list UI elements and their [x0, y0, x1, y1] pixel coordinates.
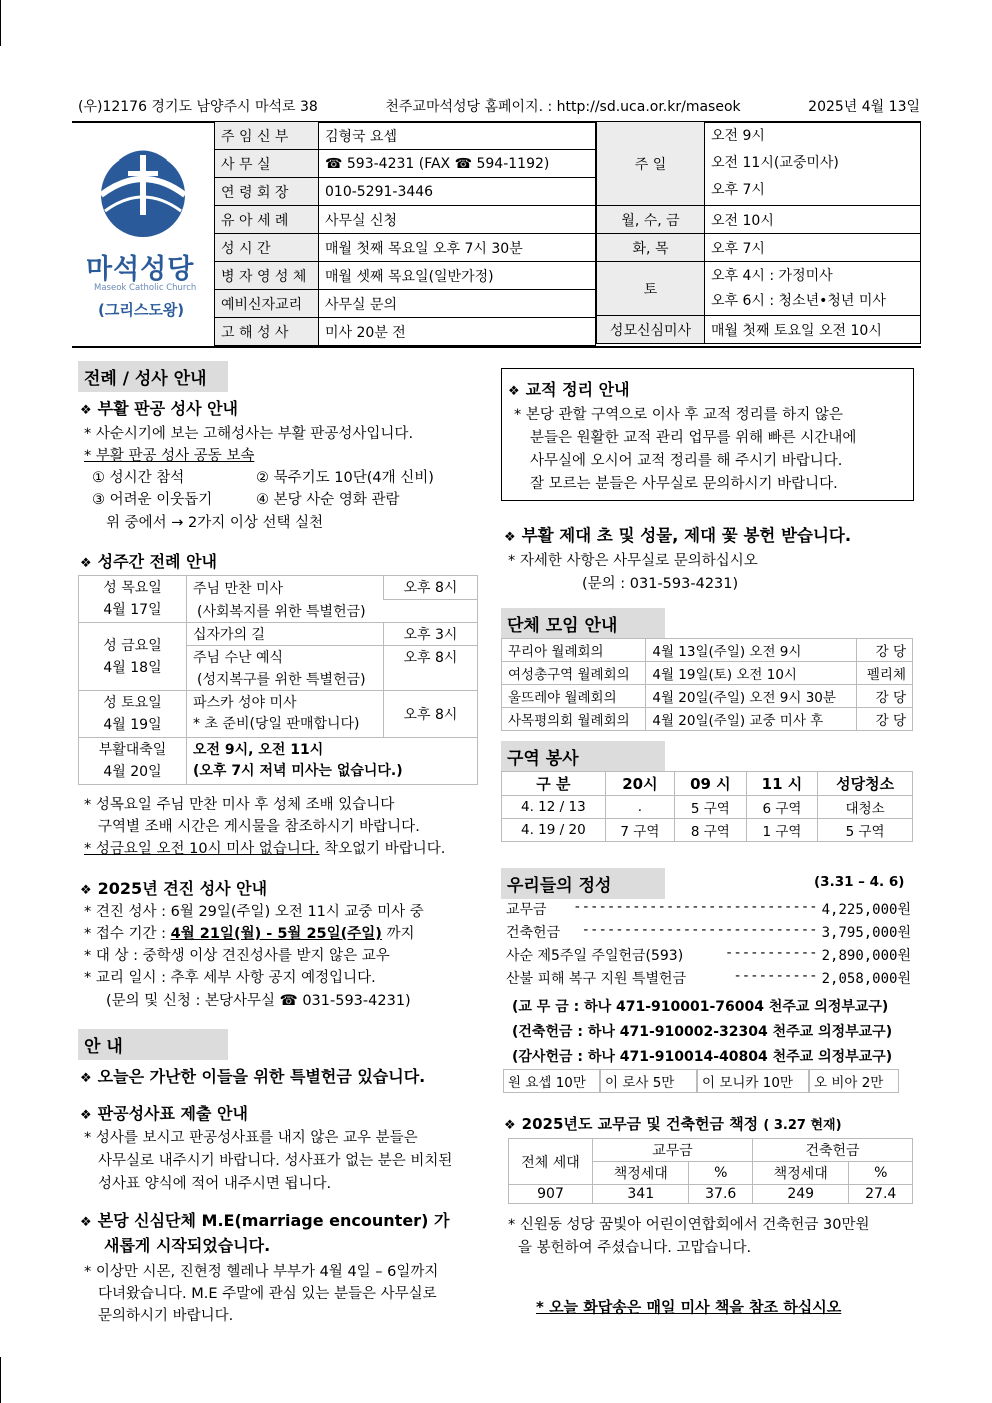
offering-period: (3.31 – 4. 6)	[814, 874, 905, 890]
info-label: 주 임 신 부	[215, 122, 319, 150]
district-cell: 7 구역	[605, 819, 674, 842]
offering-amount: 4,225,000원	[821, 902, 911, 918]
confirm-line-2c: 까지	[381, 926, 415, 942]
hw-event-3	[187, 691, 384, 738]
logo-sub: (그리스도왕)	[98, 301, 185, 319]
easter-title-text: 부활 판공 성사 안내	[97, 399, 239, 418]
hw-day-4-name: 부활대축일	[98, 742, 167, 758]
heart-mass-time: 매월 첫째 토요일 오전 10시	[705, 316, 921, 344]
pledge-group-2: 건축헌금	[752, 1139, 912, 1162]
group-row	[502, 639, 913, 662]
hw-note-line-3a: * 성금요일 오전 10시 미사 없습니다.	[84, 841, 320, 857]
pledge-sub-4: %	[849, 1162, 913, 1185]
diamond-bullet-icon: ❖	[80, 403, 92, 418]
candles-line-2: (문의 : 031-593-4231)	[582, 576, 739, 592]
holy-week-title-text: 성주간 전례 안내	[97, 552, 217, 571]
info-value: 매월 셋째 목요일(일반가정)	[319, 262, 596, 290]
district-cell: 대청소	[818, 796, 913, 819]
pledge-asof: ( 3.27 현재)	[763, 1118, 842, 1133]
footer-note: * 오늘 화답송은 매일 미사 책을 참조 하십시오	[536, 1298, 842, 1316]
group-place: 강 당	[857, 639, 913, 662]
hw-note-line-1: * 성목요일 주님 만찬 미사 후 성체 조배 있습니다	[84, 797, 395, 813]
group-name: 꾸리아 월례회의	[502, 639, 646, 662]
info-value: ☎ 593-4231 (FAX ☎ 594-1192)	[319, 150, 596, 178]
pledge-group-1: 교무금	[593, 1139, 753, 1162]
info-value: 미사 20분 전	[319, 318, 596, 346]
penance-card-line-3: 성사표 양식에 적어 내주시면 됩니다.	[98, 1176, 332, 1192]
diamond-bullet-icon: ❖	[504, 1118, 516, 1133]
pledge-value-5: 27.4	[849, 1185, 913, 1204]
hw-note-3: * 초 준비(당일 판매합니다)	[193, 716, 360, 732]
hw-event-2: 십자가의 길	[187, 623, 384, 646]
pledge-value-1: 907	[509, 1185, 593, 1204]
offering-label: 산불 피해 복구 지원 특별헌금	[506, 971, 687, 987]
district-col-header: 성당청소	[818, 772, 913, 796]
hw-day-4	[79, 738, 187, 785]
info-value: 김형국 요셉	[319, 122, 596, 150]
heart-mass-label: 성모신심미사	[597, 316, 705, 344]
sunday-time-3: 오후 7시	[711, 182, 765, 198]
records-line-2: 분들은 원활한 교적 관리 업무를 위해 빠른 시간내에	[530, 430, 857, 446]
liturgy-header: 전례 / 성사 안내	[78, 361, 228, 392]
group-when: 4월 13일(주일) 오전 9시	[646, 639, 857, 662]
info-label: 병 자 영 성 체	[215, 262, 319, 290]
hw-day-2-date: 4월 18일	[103, 659, 162, 676]
pledge-value-4: 249	[752, 1185, 848, 1204]
records-box	[501, 368, 914, 501]
confirm-line-2	[84, 922, 415, 943]
hw-event-1: 주님 만찬 미사	[187, 576, 384, 600]
pledge-value-3: 37.6	[689, 1185, 753, 1204]
group-row	[502, 708, 913, 731]
church-logo	[72, 123, 214, 348]
penance-card-title	[80, 1101, 248, 1124]
hw-event-2b: 주님 수난 예식	[187, 646, 384, 669]
hw-event-4-name: 오전 9시, 오전 11시	[193, 742, 324, 758]
info-row	[215, 290, 596, 318]
hw-day-3-name: 성 토요일	[103, 695, 162, 711]
me-title	[80, 1208, 449, 1231]
offering-dash: -----------------------------	[573, 899, 818, 915]
district-row	[502, 796, 913, 819]
confirm-line-3: * 대 상 : 중학생 이상 견진성사를 받지 않은 교우	[84, 948, 390, 964]
diamond-bullet-icon: ❖	[80, 1215, 92, 1230]
info-row	[215, 234, 596, 262]
pledge-sub-1: 책정세대	[593, 1162, 689, 1185]
hw-note-1: (사회복지를 위한 특별헌금)	[187, 599, 478, 623]
notice-header: 안 내	[78, 1029, 228, 1060]
district-header-row	[502, 772, 913, 796]
district-cell: 5 구역	[818, 819, 913, 842]
info-label: 사 무 실	[215, 150, 319, 178]
group-row	[502, 685, 913, 708]
hw-note-line-3	[84, 837, 445, 858]
confirm-line-1: * 견진 성사 : 6월 29일(주일) 오전 11시 교중 미사 중	[84, 904, 424, 920]
sunday-times	[705, 122, 921, 206]
info-value: 매월 첫째 목요일 오후 7시 30분	[319, 234, 596, 262]
district-cell: 1 구역	[746, 819, 818, 842]
top-info-line	[78, 96, 920, 120]
info-label: 성 시 간	[215, 234, 319, 262]
candles-title	[504, 522, 851, 546]
offering-row	[506, 968, 911, 988]
account-2: (건축헌금 : 하나 471-910002-32304 천주교 의정부교구)	[512, 1024, 893, 1040]
pledge-title-text: 2025년도 교무금 및 건축헌금 책정	[521, 1115, 759, 1133]
crop-mark-top	[0, 0, 1, 46]
diamond-bullet-icon: ❖	[508, 384, 520, 399]
hw-day-4-date: 4월 20일	[103, 764, 162, 780]
hw-time-1: 오후 8시	[384, 576, 478, 600]
me-title-2: 새롭게 시작되었습니다.	[104, 1236, 271, 1255]
district-col-header: 구 분	[502, 772, 606, 796]
offering-dash: ----------------------------	[581, 922, 818, 938]
logo-name: 마석성당	[86, 254, 195, 285]
mwf-label: 월, 수, 금	[597, 206, 705, 234]
group-place: 펠리체	[857, 662, 913, 685]
me-line-1: * 이상만 시몬, 진현정 헬레나 부부가 4월 4일 – 6일까지	[84, 1264, 439, 1280]
offering-amount: 2,890,000원	[821, 948, 911, 964]
diamond-bullet-icon: ❖	[80, 1071, 92, 1086]
diamond-bullet-icon: ❖	[80, 1108, 92, 1123]
mass-times-table	[596, 121, 921, 344]
records-line-4: 잘 모르는 분들은 사무실로 문의하시기 바랍니다.	[530, 476, 838, 492]
thanks-4: 오 비아 2만	[809, 1069, 899, 1093]
thanks-2: 이 로사 5만	[600, 1069, 697, 1093]
district-table	[501, 771, 913, 842]
homepage: 천주교마석성당 홈페이지. : http://sd.uca.or.kr/maseok	[385, 99, 741, 115]
penance-item-3: ③ 어려운 이웃돕기	[92, 492, 213, 508]
confirmation-title-text: 2025년 견진 성사 안내	[97, 879, 268, 898]
hw-day-3-date: 4월 19일	[103, 717, 162, 733]
group-when: 4월 20일(주일) 오전 9시 30분	[646, 685, 857, 708]
special-collection-text: 오늘은 가난한 이들을 위한 특별헌금 있습니다.	[97, 1067, 426, 1086]
bulletin-date: 2025년 4월 13일	[808, 99, 920, 115]
thanks-1: 원 요셉 10만	[503, 1069, 600, 1093]
records-title-text: 교적 정리 안내	[525, 380, 630, 399]
offering-label: 교무금	[506, 902, 547, 918]
hw-note-line-2: 구역별 조배 시간은 게시물을 참조하시기 바랍니다.	[98, 819, 420, 835]
diamond-bullet-icon: ❖	[80, 883, 92, 898]
info-row	[215, 206, 596, 234]
hw-time-2: 오후 3시	[384, 623, 478, 646]
hw-day-1-name: 성 목요일	[103, 580, 162, 596]
parish-info-table	[214, 121, 596, 346]
groups-header: 단체 모임 안내	[501, 608, 665, 639]
me-title-line-1: 본당 신심단체 M.E(marriage encounter) 가	[97, 1211, 450, 1230]
district-cell: .	[605, 796, 674, 819]
hw-event-4	[187, 738, 478, 785]
address: (우)12176 경기도 남양주시 마석로 38	[78, 99, 318, 115]
records-line-3: 사무실에 오시어 교적 정리를 해 주시기 바랍니다.	[530, 453, 843, 469]
hw-day-1-date: 4월 17일	[103, 602, 162, 618]
hw-time-3: 오후 8시	[384, 691, 478, 738]
thanks-list	[503, 1069, 899, 1093]
info-label: 예비신자교리	[215, 290, 319, 318]
saturday-label: 토	[597, 262, 705, 316]
hw-note-line-3b: 착오없기 바랍니다.	[324, 841, 446, 857]
me-line-2: 다녀왔습니다. M.E 주말에 관심 있는 분들은 사무실로	[98, 1286, 437, 1302]
pledge-sub-3: 책정세대	[752, 1162, 848, 1185]
hw-day-2-name: 성 금요일	[103, 637, 162, 654]
holy-week-table	[78, 575, 478, 785]
info-row	[215, 178, 596, 206]
penance-card-line-2: 사무실로 내주시기 바랍니다. 성사표가 없는 분은 비치된	[98, 1153, 453, 1169]
penance-card-line-1: * 성사를 보시고 판공성사표를 내지 않은 교우 분들은	[84, 1130, 418, 1146]
confirmation-title	[80, 876, 267, 899]
penance-card-title-text: 판공성사표 제출 안내	[97, 1104, 248, 1123]
thanks-3: 이 모니카 10만	[697, 1069, 809, 1093]
district-col-header: 11 시	[746, 772, 818, 796]
group-name: 사목평의회 월례회의	[502, 708, 646, 731]
group-name: 여성총구역 월례회의	[502, 662, 646, 685]
records-title	[508, 377, 630, 400]
me-line-3: 문의하시기 바랍니다.	[98, 1308, 234, 1324]
info-label: 연 령 회 장	[215, 178, 319, 206]
offering-dash: ----------	[733, 968, 818, 984]
candles-line-1: * 자세한 사항은 사무실로 문의하십시오	[508, 553, 758, 569]
confirm-line-2b: 4월 21일(월) - 5월 25일(주일)	[170, 926, 382, 942]
offering-dash: -----------	[724, 945, 818, 961]
tue-thu-time: 오후 7시	[705, 234, 921, 262]
penance-item-1: ① 성시간 참석	[92, 470, 185, 486]
easter-confession-title	[80, 396, 238, 419]
sunday-time-2: 오전 11시(교중미사)	[711, 155, 839, 171]
info-row	[215, 122, 596, 150]
group-row	[502, 662, 913, 685]
saturday-time-1: 오후 4시 : 가정미사	[711, 267, 833, 284]
district-cell: 4. 19 / 20	[502, 819, 606, 842]
penance-choose: 위 중에서 → 2가지 이상 선택 실천	[106, 515, 324, 531]
diamond-bullet-icon: ❖	[80, 556, 92, 571]
info-label: 고 해 성 사	[215, 318, 319, 346]
confirm-line-5: (문의 및 신청 : 본당사무실 ☎ 031-593-4231)	[106, 993, 411, 1009]
confirm-line-4: * 교리 일시 : 추후 세부 사항 공지 예정입니다.	[84, 970, 376, 986]
pledge-title	[504, 1113, 842, 1134]
pledge-note-1: * 신원동 성당 꿈빛아 어린이연합회에서 건축헌금 30만원	[508, 1217, 870, 1233]
district-header: 구역 봉사	[501, 741, 665, 772]
info-value: 010-5291-3446	[319, 178, 596, 206]
info-label: 유 아 세 례	[215, 206, 319, 234]
offering-label: 건축헌금	[506, 925, 561, 941]
info-value: 사무실 문의	[319, 290, 596, 318]
group-name: 울뜨레야 월례회의	[502, 685, 646, 708]
tue-thu-label: 화, 목	[597, 234, 705, 262]
group-when: 4월 19일(토) 오전 10시	[646, 662, 857, 685]
hw-day-1	[79, 576, 187, 623]
account-1: (교 무 금 : 하나 471-910001-76004 천주교 의정부교구)	[512, 999, 889, 1015]
pledge-table	[508, 1138, 913, 1204]
group-when: 4월 20일(주일) 교중 미사 후	[646, 708, 857, 731]
hw-note-2: (성지복구를 위한 특별헌금)	[187, 668, 384, 691]
pledge-value-2: 341	[593, 1185, 689, 1204]
candles-title-text: 부활 제대 초 및 성물, 제대 꽃 봉헌 받습니다.	[521, 526, 852, 545]
info-row	[215, 262, 596, 290]
easter-line-1: * 사순시기에 보는 고해성사는 부활 판공성사입니다.	[84, 426, 414, 442]
mwf-time: 오전 10시	[705, 206, 921, 234]
easter-line-2: * 부활 판공 성사 공동 보속	[84, 448, 255, 464]
info-row	[215, 150, 596, 178]
hw-event-3-name: 파스카 성야 미사	[193, 695, 297, 711]
offering-amount: 3,795,000원	[821, 925, 911, 941]
district-col-header: 20시	[605, 772, 674, 796]
penance-item-2: ② 묵주기도 10단(4개 신비)	[256, 470, 434, 486]
saturday-time-2: 오후 6시 : 청소년•청년 미사	[711, 292, 886, 309]
offering-row	[506, 945, 911, 965]
crop-mark-bottom	[0, 1357, 1, 1403]
confirm-line-2a: * 접수 기간 :	[84, 926, 171, 942]
group-place: 강 당	[857, 708, 913, 731]
sunday-time-1: 오전 9시	[711, 128, 765, 144]
offering-label: 사순 제5주일 주일헌금(593)	[506, 948, 684, 964]
records-line-1: * 본당 관할 구역으로 이사 후 교적 정리를 하지 않은	[514, 407, 843, 423]
pledge-note-2: 을 봉헌하여 주셨습니다. 고맙습니다.	[518, 1240, 752, 1256]
hw-day-3	[79, 691, 187, 738]
sunday-label: 주 일	[597, 122, 705, 206]
diamond-bullet-icon: ❖	[504, 530, 516, 545]
offering-amount: 2,058,000원	[821, 971, 911, 987]
church-emblem-icon	[72, 123, 214, 323]
district-cell: 5 구역	[675, 796, 747, 819]
hw-note-4: (오후 7시 저녁 미사는 없습니다.)	[193, 763, 403, 779]
account-3: (감사헌금 : 하나 471-910014-40804 천주교 의정부교구)	[512, 1049, 893, 1065]
special-collection	[80, 1064, 425, 1087]
offering-header: 우리들의 정성	[501, 868, 665, 899]
header-block	[72, 121, 921, 348]
holy-week-title	[80, 549, 217, 572]
info-value: 사무실 신청	[319, 206, 596, 234]
offering-row	[506, 899, 911, 919]
info-row	[215, 318, 596, 346]
groups-table	[501, 638, 913, 731]
district-row	[502, 819, 913, 842]
district-col-header: 09 시	[675, 772, 747, 796]
district-cell: 8 구역	[675, 819, 747, 842]
offering-row	[506, 922, 911, 942]
group-place: 강 당	[857, 685, 913, 708]
saturday-times	[705, 262, 921, 316]
penance-item-4: ④ 본당 사순 영화 관람	[256, 492, 400, 508]
pledge-total-label: 전체 세대	[509, 1139, 593, 1185]
district-cell: 4. 12 / 13	[502, 796, 606, 819]
hw-day-2	[79, 623, 187, 691]
district-cell: 6 구역	[746, 796, 818, 819]
pledge-sub-2: %	[689, 1162, 753, 1185]
logo-english: Maseok Catholic Church	[94, 283, 197, 293]
hw-time-2b: 오후 8시	[384, 646, 478, 691]
